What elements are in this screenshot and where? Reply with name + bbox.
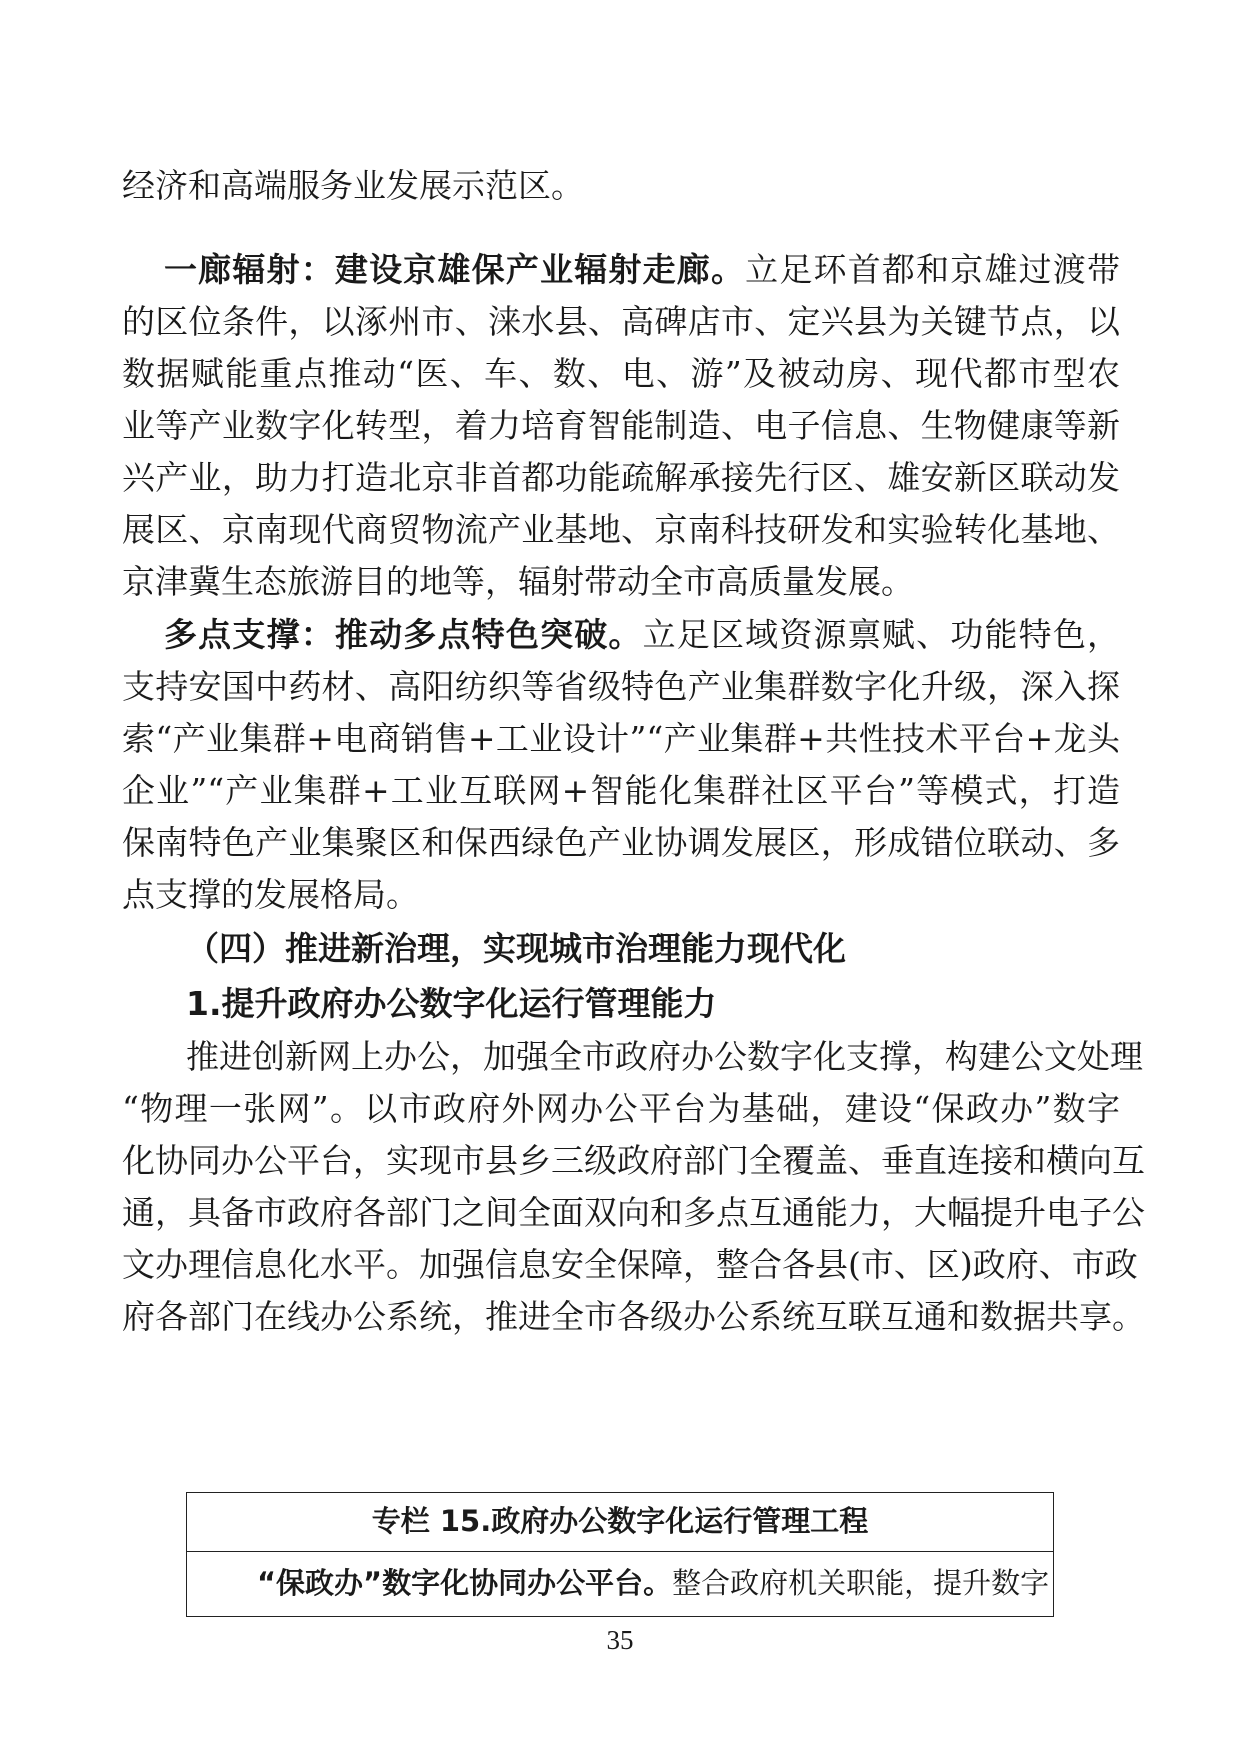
paragraph-first-line: 推进创新网上办公，加强全市政府办公数字化支撑，构建公文处理 [186, 1037, 1143, 1076]
paragraph-lead: 多点支撑：推动多点特色突破。 [164, 615, 643, 654]
paragraph-line: 业等产业数字化转型，着力培育智能制造、电子信息、生物健康等新 [122, 406, 1120, 445]
paragraph-line: 文办理信息化水平。加强信息安全保障，整合各县(市、区)政府、市政 [122, 1245, 1138, 1284]
paragraph-line: “物理一张网”。以市政府外网办公平台为基础，建设“保政办”数字 [122, 1089, 1120, 1128]
paragraph-lead: 一廊辐射：建设京雄保产业辐射走廊。 [164, 250, 746, 289]
paragraph-line: 保南特色产业集聚区和保西绿色产业协调发展区，形成错位联动、多 [122, 823, 1120, 862]
paragraph-line: 展区、京南现代商贸物流产业基地、京南科技研发和实验转化基地、 [122, 510, 1120, 549]
paragraph-text: 立足环首都和京雄过渡带 [745, 250, 1121, 289]
column-box-divider [187, 1551, 1053, 1552]
section-heading: （四）推进新治理，实现城市治理能力现代化 [186, 929, 846, 968]
subsection-heading: 1.提升政府办公数字化运行管理能力 [186, 984, 717, 1023]
paragraph-line: 数据赋能重点推动“医、车、数、电、游”及被动房、现代都市型农 [122, 354, 1120, 393]
paragraph-line: 点支撑的发展格局。 [122, 875, 419, 914]
column-box-title: 专栏 15.政府办公数字化运行管理工程 [371, 1504, 869, 1538]
paragraph-first-line [164, 613, 1120, 657]
paragraph-line: 企业”“产业集群+工业互联网+智能化集群社区平台”等模式，打造 [122, 771, 1120, 810]
paragraph-line: 支持安国中药材、高阳纺织等省级特色产业集群数字化升级，深入探 [122, 667, 1120, 706]
page-number: 35 [606, 1625, 634, 1655]
paragraph-line: 的区位条件，以涿州市、涞水县、高碑店市、定兴县为关键节点，以 [122, 302, 1120, 341]
paragraph-line: 索“产业集群+电商销售+工业设计”“产业集群+共性技术平台+龙头 [122, 719, 1120, 758]
paragraph-line: 通，具备市政府各部门之间全面双向和多点互通能力，大幅提升电子公 [122, 1193, 1145, 1232]
paragraph-line: 府各部门在线办公系统，推进全市各级办公系统互联互通和数据共享。 [122, 1297, 1145, 1336]
column-box-text [257, 1563, 1049, 1603]
column-box-rest: 整合政府机关职能，提升数字 [672, 1566, 1050, 1600]
column-box-lead: “保政办”数字化协同办公平台。 [257, 1566, 673, 1600]
paragraph-text: 立足区域资源禀赋、功能特色， [642, 615, 1121, 654]
paragraph-first-line [164, 248, 1120, 292]
paragraph-line: 化协同办公平台，实现市县乡三级政府部门全覆盖、垂直连接和横向互 [122, 1141, 1145, 1180]
paragraph-line: 京津冀生态旅游目的地等，辐射带动全市高质量发展。 [122, 562, 914, 601]
paragraph-line: 经济和高端服务业发展示范区。 [122, 166, 584, 205]
column-box [186, 1492, 1054, 1617]
paragraph-line: 兴产业，助力打造北京非首都功能疏解承接先行区、雄安新区联动发 [122, 458, 1120, 497]
